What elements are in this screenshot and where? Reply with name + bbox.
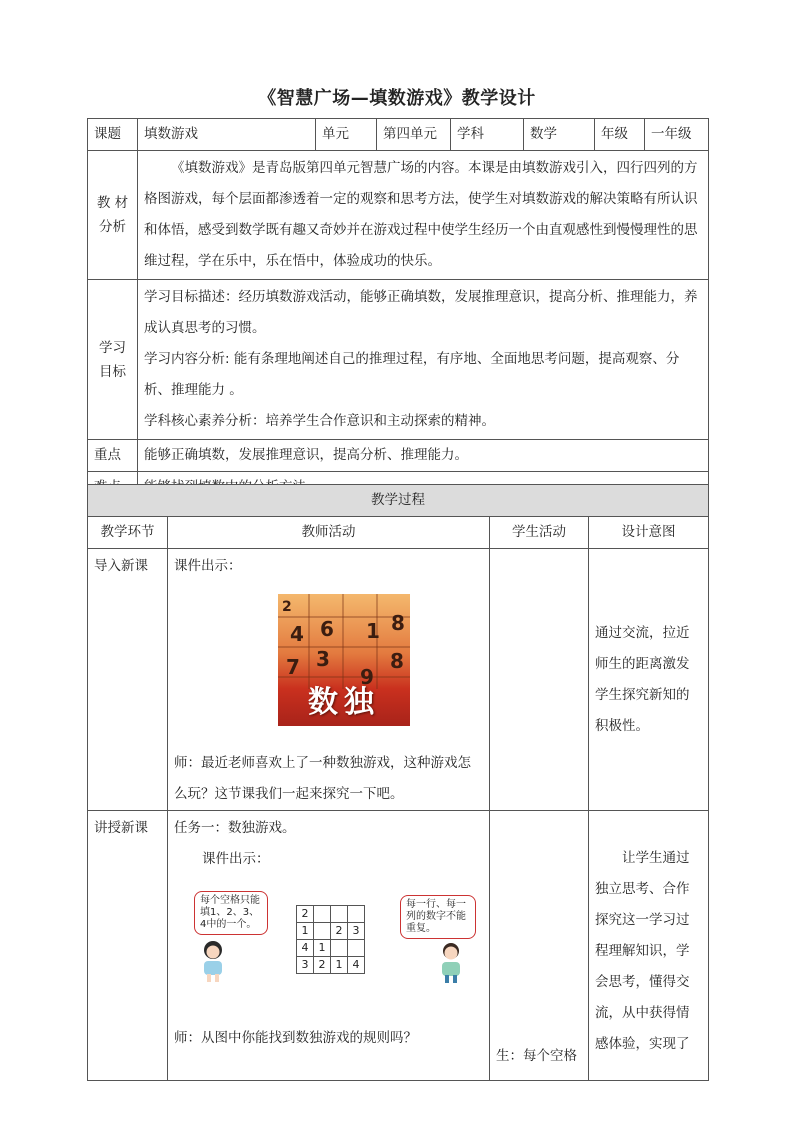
grid-cell[interactable]: 2	[314, 957, 331, 974]
grade-value: 一年级	[645, 119, 709, 151]
goals-label-2: 目标	[99, 363, 126, 380]
sudoku-digit: 3	[316, 647, 330, 671]
grid-cell[interactable]	[314, 906, 331, 923]
row2-intent: 让学生通过独立思考、合作探究这一学习过程理解知识，学会思考，懂得交流，从中获得情感体验，实现了	[589, 811, 709, 1081]
unit-label: 单元	[316, 119, 377, 151]
row1-stage: 导入新课	[88, 549, 168, 811]
goals-label	[88, 280, 138, 440]
subject-label: 学科	[451, 119, 524, 151]
col-stage-header: 教学环节	[88, 517, 168, 549]
grid-cell[interactable]: 4	[348, 957, 365, 974]
material-label	[88, 151, 138, 280]
sudoku-digit: 7	[286, 655, 300, 679]
bubble-right: 每一行、每一列的数字不能重复。	[400, 895, 476, 939]
col-intent-header: 设计意图	[589, 517, 709, 549]
grid-cell[interactable]	[331, 906, 348, 923]
goals-line-3: 学科核心素养分析：培养学生合作意识和主动探索的精神。	[144, 413, 495, 429]
goals-line-1: 学习目标描述：经历填数游戏活动，能够正确填数，发展推理意识，提高分析、推理能力，养成认真思考的习惯。	[144, 289, 698, 336]
grid-line	[342, 594, 344, 689]
row2-stage: 讲授新课	[88, 811, 168, 1081]
material-text-cell	[138, 151, 709, 280]
grid-cell[interactable]: 2	[297, 906, 314, 923]
sudoku-grid-4x4	[296, 905, 365, 974]
course-info-table	[87, 118, 709, 504]
grid-cell[interactable]	[331, 940, 348, 957]
material-label-2: 分析	[99, 219, 126, 235]
girl-figure-icon	[198, 939, 228, 983]
material-label-1: 教 材	[96, 195, 129, 211]
row2-courseware: 课件出示：	[202, 851, 270, 867]
grid-line	[308, 594, 310, 689]
grid-cell[interactable]: 3	[348, 923, 365, 940]
goals-line-2: 学习内容分析: 能有条理地阐述自己的推理过程，有序地、全面地思考问题，提高观察、分析、推理能力 。	[144, 351, 680, 398]
grid-cell[interactable]	[348, 940, 365, 957]
sudoku-digit: 6	[320, 617, 334, 641]
grid-cell[interactable]: 1	[331, 957, 348, 974]
process-title: 教学过程	[88, 485, 709, 517]
material-text: 《填数游戏》是青岛版第四单元智慧广场的内容。本课是由填数游戏引入，四行四列的方格图游戏，每个层面都渗透着一定的观察和思考方法，使学生对填数游戏的解决策略有所认识和体悟，感受到数学既有趣又奇妙并在游戏过程中使学生经历一个由直观感性到慢慢理性的思维过程，学在乐中，乐在悟中，体验成功的快乐。	[144, 160, 698, 269]
boy-figure-icon	[436, 941, 466, 985]
page-title: 《智慧广场—填数游戏》教学设计	[258, 88, 536, 109]
key-point-label: 重点	[88, 440, 138, 472]
unit-value: 第四单元	[377, 119, 451, 151]
grid-cell[interactable]: 1	[297, 923, 314, 940]
bubble-left: 每个空格只能填1、2、3、4中的一个。	[194, 891, 268, 935]
topic-value: 填数游戏	[138, 119, 316, 151]
grid-cell[interactable]: 4	[297, 940, 314, 957]
row1-courseware: 课件出示：	[174, 558, 242, 574]
row1-teacher-cell	[168, 549, 490, 811]
sudoku-digit: 9	[360, 665, 374, 689]
row2-task: 任务一：数独游戏。	[174, 820, 296, 836]
grid-cell[interactable]: 3	[297, 957, 314, 974]
sudoku-digit: 8	[390, 649, 404, 673]
row1-intent: 通过交流，拉近师生的距离激发学生探究新知的积极性。	[589, 549, 709, 811]
topic-label: 课题	[88, 119, 138, 151]
row1-teacher-text: 师：最近老师喜欢上了一种数独游戏，这种游戏怎么玩？这节课我们一起来探究一下吧。	[174, 755, 471, 802]
goals-text-cell	[138, 280, 709, 440]
sudoku-digit: 8	[391, 611, 405, 635]
col-teacher-header: 教师活动	[168, 517, 490, 549]
sudoku-image	[278, 594, 410, 726]
grid-cell[interactable]	[348, 906, 365, 923]
row2-teacher-cell	[168, 811, 490, 1081]
key-point-text: 能够正确填数，发展推理意识，提高分析、推理能力。	[138, 440, 709, 472]
grid-cell[interactable]: 2	[331, 923, 348, 940]
grid-cell[interactable]: 1	[314, 940, 331, 957]
goals-label-1: 学习	[99, 339, 126, 356]
subject-value: 数学	[524, 119, 595, 151]
grid-cell[interactable]	[314, 923, 331, 940]
sudoku-digit: 4	[290, 622, 304, 646]
row2-teacher-text: 师：从图中你能找到数独游戏的规则吗？	[174, 1030, 417, 1046]
col-student-header: 学生活动	[490, 517, 589, 549]
sudoku-digit: 1	[366, 619, 380, 643]
row1-student	[490, 549, 589, 811]
process-table	[87, 484, 709, 1081]
sudoku-digit: 2	[282, 599, 292, 615]
row2-student: 生：每个空格	[490, 811, 589, 1081]
sudoku-image-word: 数独	[308, 685, 380, 720]
grade-label: 年级	[595, 119, 645, 151]
